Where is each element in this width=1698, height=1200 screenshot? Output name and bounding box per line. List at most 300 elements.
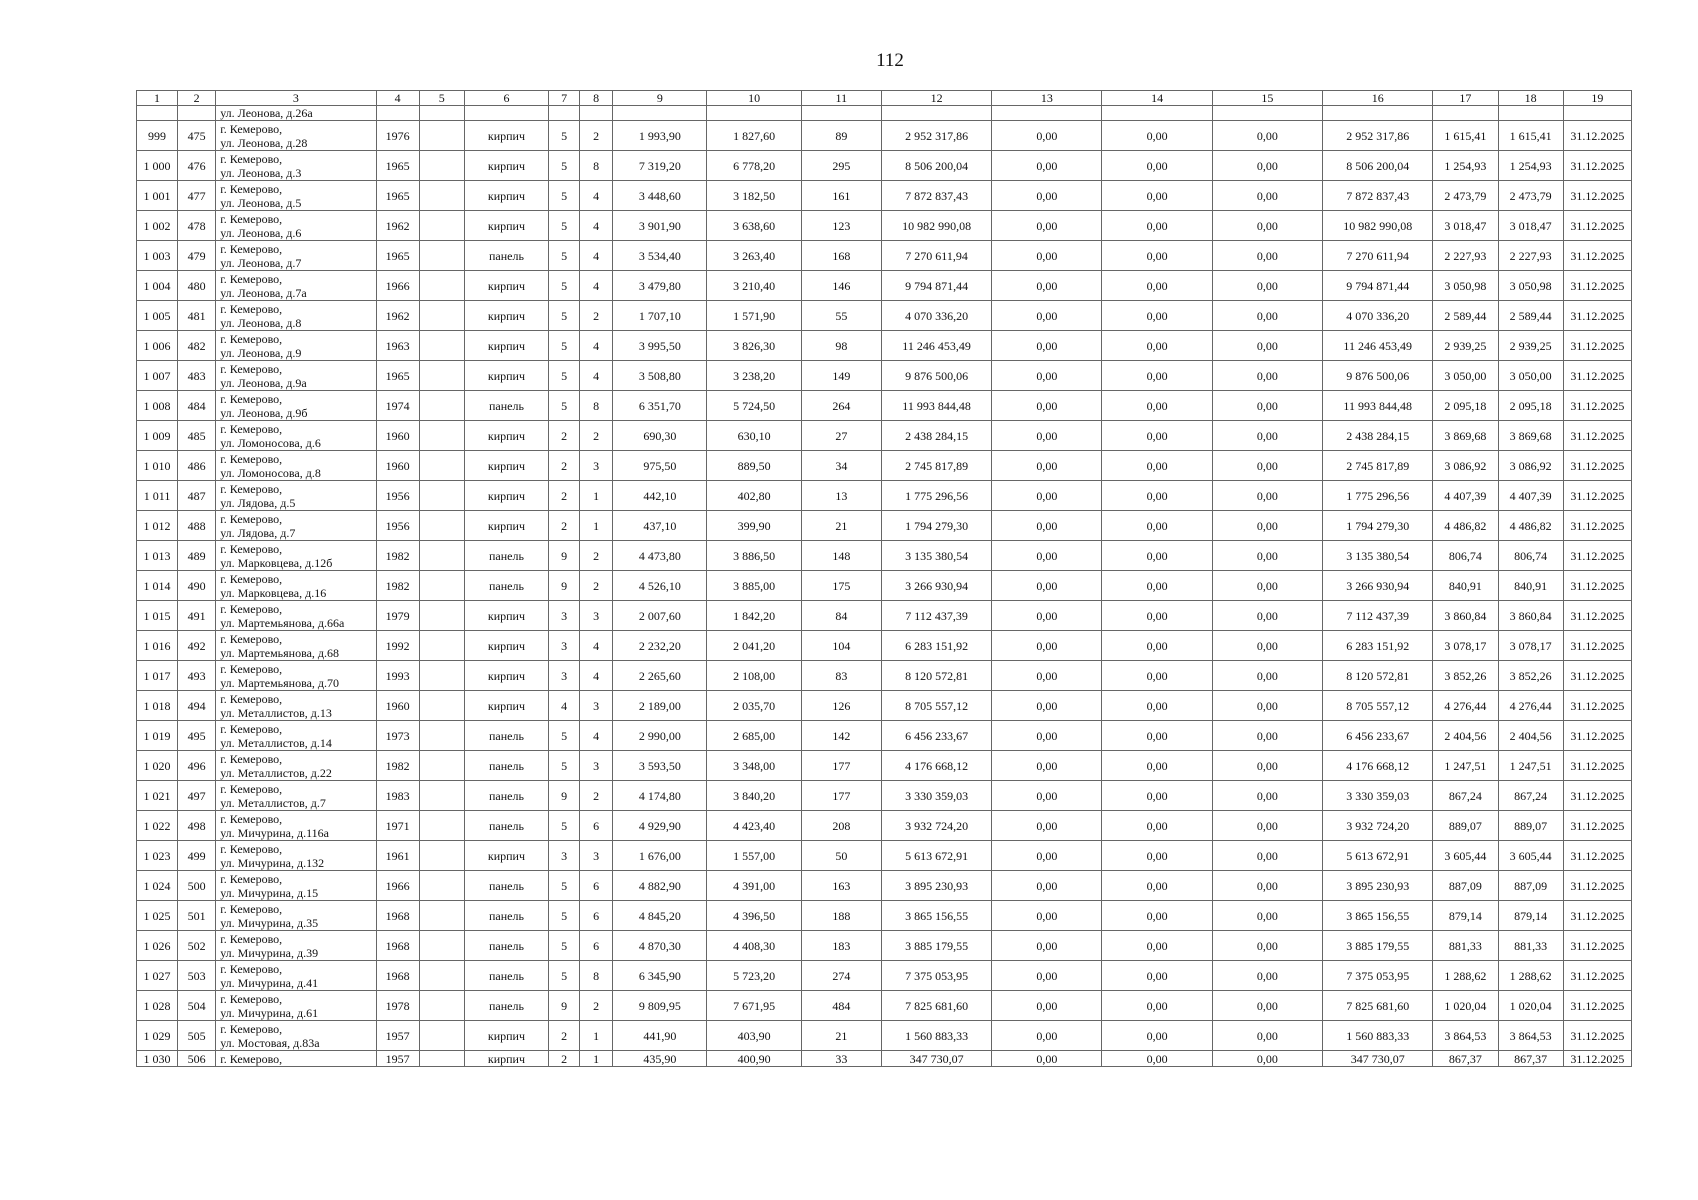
cell-c14: 0,00	[1102, 811, 1212, 841]
cell-c5	[419, 511, 464, 541]
cell-c9: 6 345,90	[613, 961, 707, 991]
cell-c14: 0,00	[1102, 391, 1212, 421]
cell-year: 1974	[376, 391, 419, 421]
cell-c17: 806,74	[1433, 541, 1498, 571]
column-header-18: 18	[1498, 91, 1563, 106]
cell-c16: 8 120 572,81	[1323, 661, 1433, 691]
cell-c18: 867,24	[1498, 781, 1563, 811]
cell-c10: 3 840,20	[707, 781, 801, 811]
address-city: г. Кемерово,	[220, 691, 283, 706]
cell-address	[216, 811, 376, 841]
cell-c18: 806,74	[1498, 541, 1563, 571]
cell-c18: 3 078,17	[1498, 631, 1563, 661]
cell-entrances: 6	[580, 931, 613, 961]
address-city: г. Кемерово,	[220, 871, 283, 886]
cell-c5	[419, 811, 464, 841]
cell-c9: 4 845,20	[613, 901, 707, 931]
cell-c18: 3 864,53	[1498, 1021, 1563, 1051]
address-city: г. Кемерово,	[220, 421, 283, 436]
cell-c13: 0,00	[992, 631, 1102, 661]
cell-c10: 403,90	[707, 1021, 801, 1051]
cell-c17: 3 860,84	[1433, 601, 1498, 631]
column-header-19: 19	[1563, 91, 1631, 106]
cell-date: 31.12.2025	[1563, 451, 1631, 481]
cell-c15: 0,00	[1212, 241, 1322, 271]
continuation-row	[137, 106, 1632, 121]
cell-c5	[419, 106, 464, 121]
cell-c12: 1 560 883,33	[881, 1021, 991, 1051]
cell-floors: 5	[549, 721, 580, 751]
cell-year: 1976	[376, 121, 419, 151]
cell-material: кирпич	[464, 661, 548, 691]
address-street: ул. Леонова, д.28	[220, 135, 308, 150]
cell-n: 1 007	[137, 361, 178, 391]
cell-c5	[419, 781, 464, 811]
cell-date: 31.12.2025	[1563, 511, 1631, 541]
cell-id: 487	[178, 481, 216, 511]
cell-c14: 0,00	[1102, 211, 1212, 241]
cell-floors: 5	[549, 751, 580, 781]
cell-c13: 0,00	[992, 661, 1102, 691]
cell-c10: 1 827,60	[707, 121, 801, 151]
cell-c9: 2 232,20	[613, 631, 707, 661]
cell-c17: 881,33	[1433, 931, 1498, 961]
cell-c12: 2 438 284,15	[881, 421, 991, 451]
cell-year: 1966	[376, 871, 419, 901]
table-row	[137, 961, 1632, 991]
address-city: г. Кемерово,	[220, 751, 283, 766]
cell-n: 1 005	[137, 301, 178, 331]
cell-address	[216, 631, 376, 661]
cell-id: 505	[178, 1021, 216, 1051]
cell-id: 490	[178, 571, 216, 601]
cell-c11: 55	[801, 301, 881, 331]
cell-c12: 6 283 151,92	[881, 631, 991, 661]
cell-c5	[419, 151, 464, 181]
cell-c10: 3 210,40	[707, 271, 801, 301]
cell-c15: 0,00	[1212, 421, 1322, 451]
address-street: ул. Металлистов, д.7	[220, 795, 326, 810]
cell-address	[216, 841, 376, 871]
cell-address	[216, 871, 376, 901]
cell-c11: 126	[801, 691, 881, 721]
cell-year: 1961	[376, 841, 419, 871]
column-header-1: 1	[137, 91, 178, 106]
address-city: г. Кемерово,	[220, 151, 283, 166]
table-row	[137, 811, 1632, 841]
address-city: г. Кемерово,	[220, 811, 283, 826]
cell-address	[216, 721, 376, 751]
cell-c13: 0,00	[992, 571, 1102, 601]
cell-c15: 0,00	[1212, 511, 1322, 541]
cell-c17: 3 050,00	[1433, 361, 1498, 391]
table-row	[137, 301, 1632, 331]
cell-c16: 6 283 151,92	[1323, 631, 1433, 661]
cell-address	[216, 151, 376, 181]
cell-c9: 2 990,00	[613, 721, 707, 751]
cell-c5	[419, 901, 464, 931]
cell-c16: 2 438 284,15	[1323, 421, 1433, 451]
cell-c11: 104	[801, 631, 881, 661]
cell-c13: 0,00	[992, 541, 1102, 571]
cell-c5	[419, 961, 464, 991]
cell-c13: 0,00	[992, 781, 1102, 811]
cell-c5	[419, 571, 464, 601]
cell-c10: 4 423,40	[707, 811, 801, 841]
cell-c12: 4 070 336,20	[881, 301, 991, 331]
cell-material: кирпич	[464, 1051, 548, 1067]
cell-year: 1979	[376, 601, 419, 631]
cell-year	[376, 106, 419, 121]
cell-c18: 881,33	[1498, 931, 1563, 961]
table-row	[137, 991, 1632, 1021]
table-row	[137, 841, 1632, 871]
cell-address	[216, 781, 376, 811]
cell-material: панель	[464, 721, 548, 751]
cell-address	[216, 181, 376, 211]
cell-c12: 8 705 557,12	[881, 691, 991, 721]
cell-c14: 0,00	[1102, 1051, 1212, 1067]
cell-c10: 1 842,20	[707, 601, 801, 631]
cell-n: 1 021	[137, 781, 178, 811]
cell-c12: 2 745 817,89	[881, 451, 991, 481]
cell-entrances: 3	[580, 601, 613, 631]
cell-c15: 0,00	[1212, 211, 1322, 241]
cell-year: 1965	[376, 241, 419, 271]
cell-c13: 0,00	[992, 451, 1102, 481]
cell-c11: 274	[801, 961, 881, 991]
cell-c9: 3 995,50	[613, 331, 707, 361]
cell-year: 1971	[376, 811, 419, 841]
cell-c15: 0,00	[1212, 721, 1322, 751]
cell-year: 1965	[376, 151, 419, 181]
cell-id: 477	[178, 181, 216, 211]
cell-c14: 0,00	[1102, 901, 1212, 931]
cell-c14: 0,00	[1102, 751, 1212, 781]
cell-date: 31.12.2025	[1563, 241, 1631, 271]
cell-date: 31.12.2025	[1563, 811, 1631, 841]
cell-c16: 11 246 453,49	[1323, 331, 1433, 361]
cell-c18: 1 254,93	[1498, 151, 1563, 181]
address-street: ул. Металлистов, д.13	[220, 705, 332, 720]
cell-floors: 3	[549, 661, 580, 691]
cell-year: 1956	[376, 481, 419, 511]
cell-n: 1 022	[137, 811, 178, 841]
cell-c16: 1 560 883,33	[1323, 1021, 1433, 1051]
cell-material: кирпич	[464, 631, 548, 661]
table-row	[137, 331, 1632, 361]
cell-year: 1982	[376, 751, 419, 781]
address-city: г. Кемерово,	[220, 661, 283, 676]
cell-id: 493	[178, 661, 216, 691]
cell-date: 31.12.2025	[1563, 931, 1631, 961]
cell-date: 31.12.2025	[1563, 271, 1631, 301]
cell-year: 1960	[376, 691, 419, 721]
cell-c11: 83	[801, 661, 881, 691]
cell-c13: 0,00	[992, 241, 1102, 271]
cell-date: 31.12.2025	[1563, 211, 1631, 241]
table-row	[137, 151, 1632, 181]
cell-floors: 2	[549, 481, 580, 511]
cell-address	[216, 661, 376, 691]
cell-id: 504	[178, 991, 216, 1021]
cell-c5	[419, 331, 464, 361]
cell-c17: 2 404,56	[1433, 721, 1498, 751]
cell-c16: 7 375 053,95	[1323, 961, 1433, 991]
cell-entrances: 8	[580, 391, 613, 421]
cell-c10: 402,80	[707, 481, 801, 511]
cell-c9: 2 189,00	[613, 691, 707, 721]
cell-material: панель	[464, 241, 548, 271]
cell-floors: 3	[549, 841, 580, 871]
cell-id	[178, 106, 216, 121]
cell-c17: 2 227,93	[1433, 241, 1498, 271]
cell-address	[216, 961, 376, 991]
cell-c18: 4 407,39	[1498, 481, 1563, 511]
cell-c9: 3 508,80	[613, 361, 707, 391]
cell-date: 31.12.2025	[1563, 601, 1631, 631]
cell-c5	[419, 721, 464, 751]
cell-address	[216, 271, 376, 301]
cell-c12: 3 330 359,03	[881, 781, 991, 811]
cell-c18	[1498, 106, 1563, 121]
cell-n: 1 010	[137, 451, 178, 481]
cell-id: 501	[178, 901, 216, 931]
cell-c11: 484	[801, 991, 881, 1021]
cell-n: 1 016	[137, 631, 178, 661]
cell-c18: 1 615,41	[1498, 121, 1563, 151]
cell-date: 31.12.2025	[1563, 661, 1631, 691]
cell-id: 498	[178, 811, 216, 841]
cell-c12: 3 885 179,55	[881, 931, 991, 961]
cell-c13: 0,00	[992, 1021, 1102, 1051]
page-number: 112	[876, 50, 904, 71]
cell-c18: 840,91	[1498, 571, 1563, 601]
cell-floors: 9	[549, 541, 580, 571]
cell-floors: 5	[549, 931, 580, 961]
cell-material: кирпич	[464, 841, 548, 871]
cell-c14: 0,00	[1102, 451, 1212, 481]
cell-c16: 2 745 817,89	[1323, 451, 1433, 481]
cell-c10: 3 263,40	[707, 241, 801, 271]
cell-floors: 5	[549, 391, 580, 421]
cell-c13: 0,00	[992, 121, 1102, 151]
cell-c15: 0,00	[1212, 151, 1322, 181]
address-city: г. Кемерово,	[220, 571, 283, 586]
cell-c17: 3 018,47	[1433, 211, 1498, 241]
cell-c17: 3 050,98	[1433, 271, 1498, 301]
cell-floors: 2	[549, 451, 580, 481]
cell-address	[216, 1021, 376, 1051]
cell-c12: 1 794 279,30	[881, 511, 991, 541]
cell-c10: 7 671,95	[707, 991, 801, 1021]
cell-floors: 5	[549, 871, 580, 901]
address-city: г. Кемерово,	[220, 211, 283, 226]
cell-id: 481	[178, 301, 216, 331]
address-street: ул. Мичурина, д.39	[220, 945, 319, 960]
cell-floors: 5	[549, 181, 580, 211]
column-header-9: 9	[613, 91, 707, 106]
address-street: ул. Мичурина, д.61	[220, 1005, 319, 1020]
cell-c15	[1212, 106, 1322, 121]
registry-table	[136, 90, 1632, 1067]
table-row	[137, 721, 1632, 751]
address-street: ул. Леонова, д.9а	[220, 375, 307, 390]
cell-c13: 0,00	[992, 691, 1102, 721]
address-city: г. Кемерово,	[220, 511, 283, 526]
cell-floors: 2	[549, 1051, 580, 1067]
cell-c14: 0,00	[1102, 541, 1212, 571]
cell-n: 1 018	[137, 691, 178, 721]
cell-c10: 4 396,50	[707, 901, 801, 931]
cell-n: 1 011	[137, 481, 178, 511]
cell-n: 1 003	[137, 241, 178, 271]
cell-c18: 4 486,82	[1498, 511, 1563, 541]
cell-c10: 1 557,00	[707, 841, 801, 871]
cell-c12: 9 794 871,44	[881, 271, 991, 301]
cell-c18: 3 086,92	[1498, 451, 1563, 481]
cell-c16: 4 176 668,12	[1323, 751, 1433, 781]
column-header-3: 3	[216, 91, 376, 106]
cell-c5	[419, 601, 464, 631]
cell-floors: 5	[549, 211, 580, 241]
cell-c14: 0,00	[1102, 301, 1212, 331]
cell-date: 31.12.2025	[1563, 751, 1631, 781]
address-city: г. Кемерово,	[220, 301, 283, 316]
cell-c9: 2 007,60	[613, 601, 707, 631]
cell-c10: 2 035,70	[707, 691, 801, 721]
cell-c10: 5 724,50	[707, 391, 801, 421]
cell-c17: 840,91	[1433, 571, 1498, 601]
cell-address	[216, 901, 376, 931]
cell-c10: 399,90	[707, 511, 801, 541]
cell-entrances: 2	[580, 301, 613, 331]
cell-c12: 9 876 500,06	[881, 361, 991, 391]
cell-c10	[707, 106, 801, 121]
address-street: ул. Леонова, д.9б	[220, 405, 308, 420]
cell-material: панель	[464, 961, 548, 991]
cell-year: 1968	[376, 961, 419, 991]
address-street: ул. Леонова, д.3	[220, 165, 302, 180]
address-street: ул. Ломоносова, д.8	[220, 465, 321, 480]
cell-c14: 0,00	[1102, 781, 1212, 811]
cell-floors: 5	[549, 811, 580, 841]
cell-material: панель	[464, 541, 548, 571]
table-row	[137, 901, 1632, 931]
cell-c15: 0,00	[1212, 661, 1322, 691]
column-header-12: 12	[881, 91, 991, 106]
cell-id: 496	[178, 751, 216, 781]
address-city: г. Кемерово,	[220, 451, 283, 466]
cell-id: 499	[178, 841, 216, 871]
cell-entrances: 2	[580, 571, 613, 601]
table-row	[137, 361, 1632, 391]
cell-c16: 6 456 233,67	[1323, 721, 1433, 751]
cell-year: 1973	[376, 721, 419, 751]
cell-material: панель	[464, 571, 548, 601]
cell-c10: 2 041,20	[707, 631, 801, 661]
cell-c12: 8 120 572,81	[881, 661, 991, 691]
address-street: ул. Леонова, д.7	[220, 255, 302, 270]
cell-address	[216, 121, 376, 151]
cell-entrances: 2	[580, 541, 613, 571]
cell-c15: 0,00	[1212, 751, 1322, 781]
cell-c17: 2 095,18	[1433, 391, 1498, 421]
cell-c15: 0,00	[1212, 361, 1322, 391]
address-street: ул. Марковцева, д.12б	[220, 555, 333, 570]
cell-material: кирпич	[464, 121, 548, 151]
cell-c18: 3 605,44	[1498, 841, 1563, 871]
cell-c12: 3 865 156,55	[881, 901, 991, 931]
cell-id: 478	[178, 211, 216, 241]
cell-c13: 0,00	[992, 391, 1102, 421]
cell-address	[216, 301, 376, 331]
cell-floors: 5	[549, 961, 580, 991]
cell-c17: 1 254,93	[1433, 151, 1498, 181]
cell-c17: 867,37	[1433, 1051, 1498, 1067]
cell-c16: 7 825 681,60	[1323, 991, 1433, 1021]
cell-c18: 3 860,84	[1498, 601, 1563, 631]
cell-c17: 3 086,92	[1433, 451, 1498, 481]
cell-c9: 442,10	[613, 481, 707, 511]
cell-c9	[613, 106, 707, 121]
cell-c15: 0,00	[1212, 871, 1322, 901]
table-row	[137, 631, 1632, 661]
cell-address	[216, 391, 376, 421]
address-street: ул. Лядова, д.7	[220, 525, 296, 540]
cell-entrances: 1	[580, 511, 613, 541]
cell-entrances: 4	[580, 361, 613, 391]
cell-year: 1982	[376, 571, 419, 601]
table-row	[137, 421, 1632, 451]
cell-c13: 0,00	[992, 271, 1102, 301]
cell-c14: 0,00	[1102, 121, 1212, 151]
column-header-4: 4	[376, 91, 419, 106]
cell-n: 1 017	[137, 661, 178, 691]
cell-floors: 5	[549, 361, 580, 391]
cell-date	[1563, 106, 1631, 121]
cell-c15: 0,00	[1212, 841, 1322, 871]
table-row	[137, 511, 1632, 541]
cell-year: 1978	[376, 991, 419, 1021]
cell-c15: 0,00	[1212, 991, 1322, 1021]
cell-floors: 2	[549, 421, 580, 451]
cell-c17: 4 407,39	[1433, 481, 1498, 511]
cell-c17: 3 605,44	[1433, 841, 1498, 871]
cell-n: 1 014	[137, 571, 178, 601]
cell-entrances: 1	[580, 1051, 613, 1067]
cell-c17: 887,09	[1433, 871, 1498, 901]
cell-date: 31.12.2025	[1563, 481, 1631, 511]
cell-date: 31.12.2025	[1563, 991, 1631, 1021]
cell-n	[137, 106, 178, 121]
table-row	[137, 601, 1632, 631]
cell-entrances: 4	[580, 181, 613, 211]
cell-floors: 4	[549, 691, 580, 721]
cell-c15: 0,00	[1212, 121, 1322, 151]
cell-c12: 1 775 296,56	[881, 481, 991, 511]
address-city: г. Кемерово,	[220, 961, 283, 976]
cell-c13: 0,00	[992, 211, 1102, 241]
cell-entrances: 2	[580, 121, 613, 151]
cell-c18: 4 276,44	[1498, 691, 1563, 721]
cell-date: 31.12.2025	[1563, 871, 1631, 901]
cell-c5	[419, 661, 464, 691]
cell-c11: 188	[801, 901, 881, 931]
address-street: ул. Мостовая, д.83а	[220, 1035, 320, 1050]
cell-floors: 5	[549, 301, 580, 331]
address-city: г. Кемерово,	[220, 391, 283, 406]
